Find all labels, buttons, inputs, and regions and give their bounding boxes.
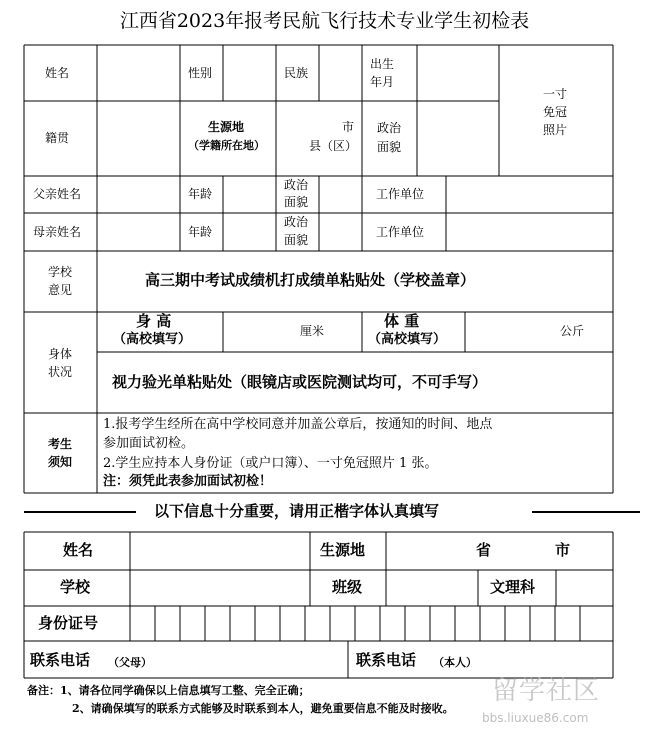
label-notice-1: 考生 — [48, 437, 73, 451]
remark-line-2: 2、请确保填写的联系方式能够及时联系到本人，避免重要信息不能及时接收。 — [72, 702, 454, 715]
label-county: 县（区） — [309, 139, 358, 153]
label-origin-1: 生源地 — [208, 120, 245, 134]
label-physical-2: 状况 — [48, 365, 73, 379]
label-birth-1: 出生 — [370, 57, 395, 71]
label-school-opinion-2: 意见 — [48, 283, 73, 297]
notice-bold: 注：须凭此表参加面试初检！ — [103, 474, 273, 489]
label-name: 姓名 — [45, 66, 70, 80]
label-school-opinion-1: 学校 — [48, 265, 73, 279]
label-phone-parent-note: （父母） — [108, 656, 152, 669]
label-height-2: （高校填写） — [113, 332, 192, 347]
label-province: 省 — [476, 541, 492, 559]
label-notice-2: 须知 — [48, 455, 73, 469]
notice-item-3: 2.学生应持本人身份证（或户口簿）、一寸免冠照片 1 张。 — [103, 456, 438, 471]
notice-item-2: 参加面试初检。 — [103, 436, 195, 451]
label-mother-name: 母亲姓名 — [33, 225, 82, 239]
label-height-1: 身 高 — [136, 312, 172, 330]
label-city-2: 市 — [555, 541, 571, 559]
label-birth-2: 年月 — [370, 75, 395, 89]
divider-text: 以下信息十分重要，请用正楷字体认真填写 — [154, 502, 440, 520]
label-mother-age: 年龄 — [188, 225, 213, 239]
label-city: 市 — [342, 120, 355, 134]
label-native-place: 籍贯 — [45, 131, 70, 145]
label-gender: 性别 — [188, 66, 213, 80]
label-mother-political-1: 政治 — [284, 215, 309, 229]
label-ethnicity: 民族 — [284, 66, 309, 80]
label-political-2: 面貌 — [377, 140, 402, 154]
label-kg: 公斤 — [560, 324, 585, 338]
label-father-political-1: 政治 — [284, 178, 309, 192]
label-class: 班级 — [332, 578, 363, 596]
label-origin-2b: 生源地 — [320, 541, 366, 559]
photo-label-2: 免冠 — [543, 105, 568, 119]
remark-line-1: 备注：1、请各位同学确保以上信息填写工整、完全正确； — [27, 684, 310, 697]
label-phone-self-note: （本人） — [433, 656, 477, 669]
watermark-url: bbs.liuxue86.com — [482, 711, 589, 725]
label-id-number: 身份证号 — [38, 614, 99, 632]
label-cm: 厘米 — [300, 324, 325, 338]
label-weight-2: （高校填写） — [368, 332, 447, 347]
vision-paste-area: 视力验光单粘贴处（眼镜店或医院测试均可，不可手写） — [112, 373, 488, 391]
label-father-work: 工作单位 — [376, 187, 425, 201]
page-title: 江西省2023年报考民航飞行技术专业学生初检表 — [119, 10, 530, 32]
photo-label-3: 照片 — [543, 123, 568, 137]
label-phone-parent: 联系电话 — [30, 651, 91, 669]
score-paste-area: 高三期中考试成绩机打成绩单粘贴处（学校盖章） — [145, 271, 476, 289]
photo-label-1: 一寸 — [543, 87, 568, 101]
label-origin-2: （学籍所在地） — [188, 139, 265, 152]
label-track: 文理科 — [490, 578, 536, 596]
label-weight-1: 体 重 — [384, 312, 420, 330]
label-father-name: 父亲姓名 — [33, 187, 82, 201]
label-phone-self: 联系电话 — [356, 651, 417, 669]
label-school: 学校 — [60, 578, 91, 596]
notice-item-1: 1.报考学生经所在高中学校同意并加盖公章后，按通知的时间、地点 — [103, 417, 493, 432]
watermark-logo: 留学社区 — [492, 676, 601, 706]
label-father-age: 年龄 — [188, 187, 213, 201]
label-father-political-2: 面貌 — [284, 195, 309, 209]
label-mother-political-2: 面貌 — [284, 233, 309, 247]
label-mother-work: 工作单位 — [376, 225, 425, 239]
label-physical-1: 身体 — [48, 347, 73, 361]
label-name-2: 姓名 — [63, 541, 94, 559]
label-political-1: 政治 — [377, 121, 402, 135]
